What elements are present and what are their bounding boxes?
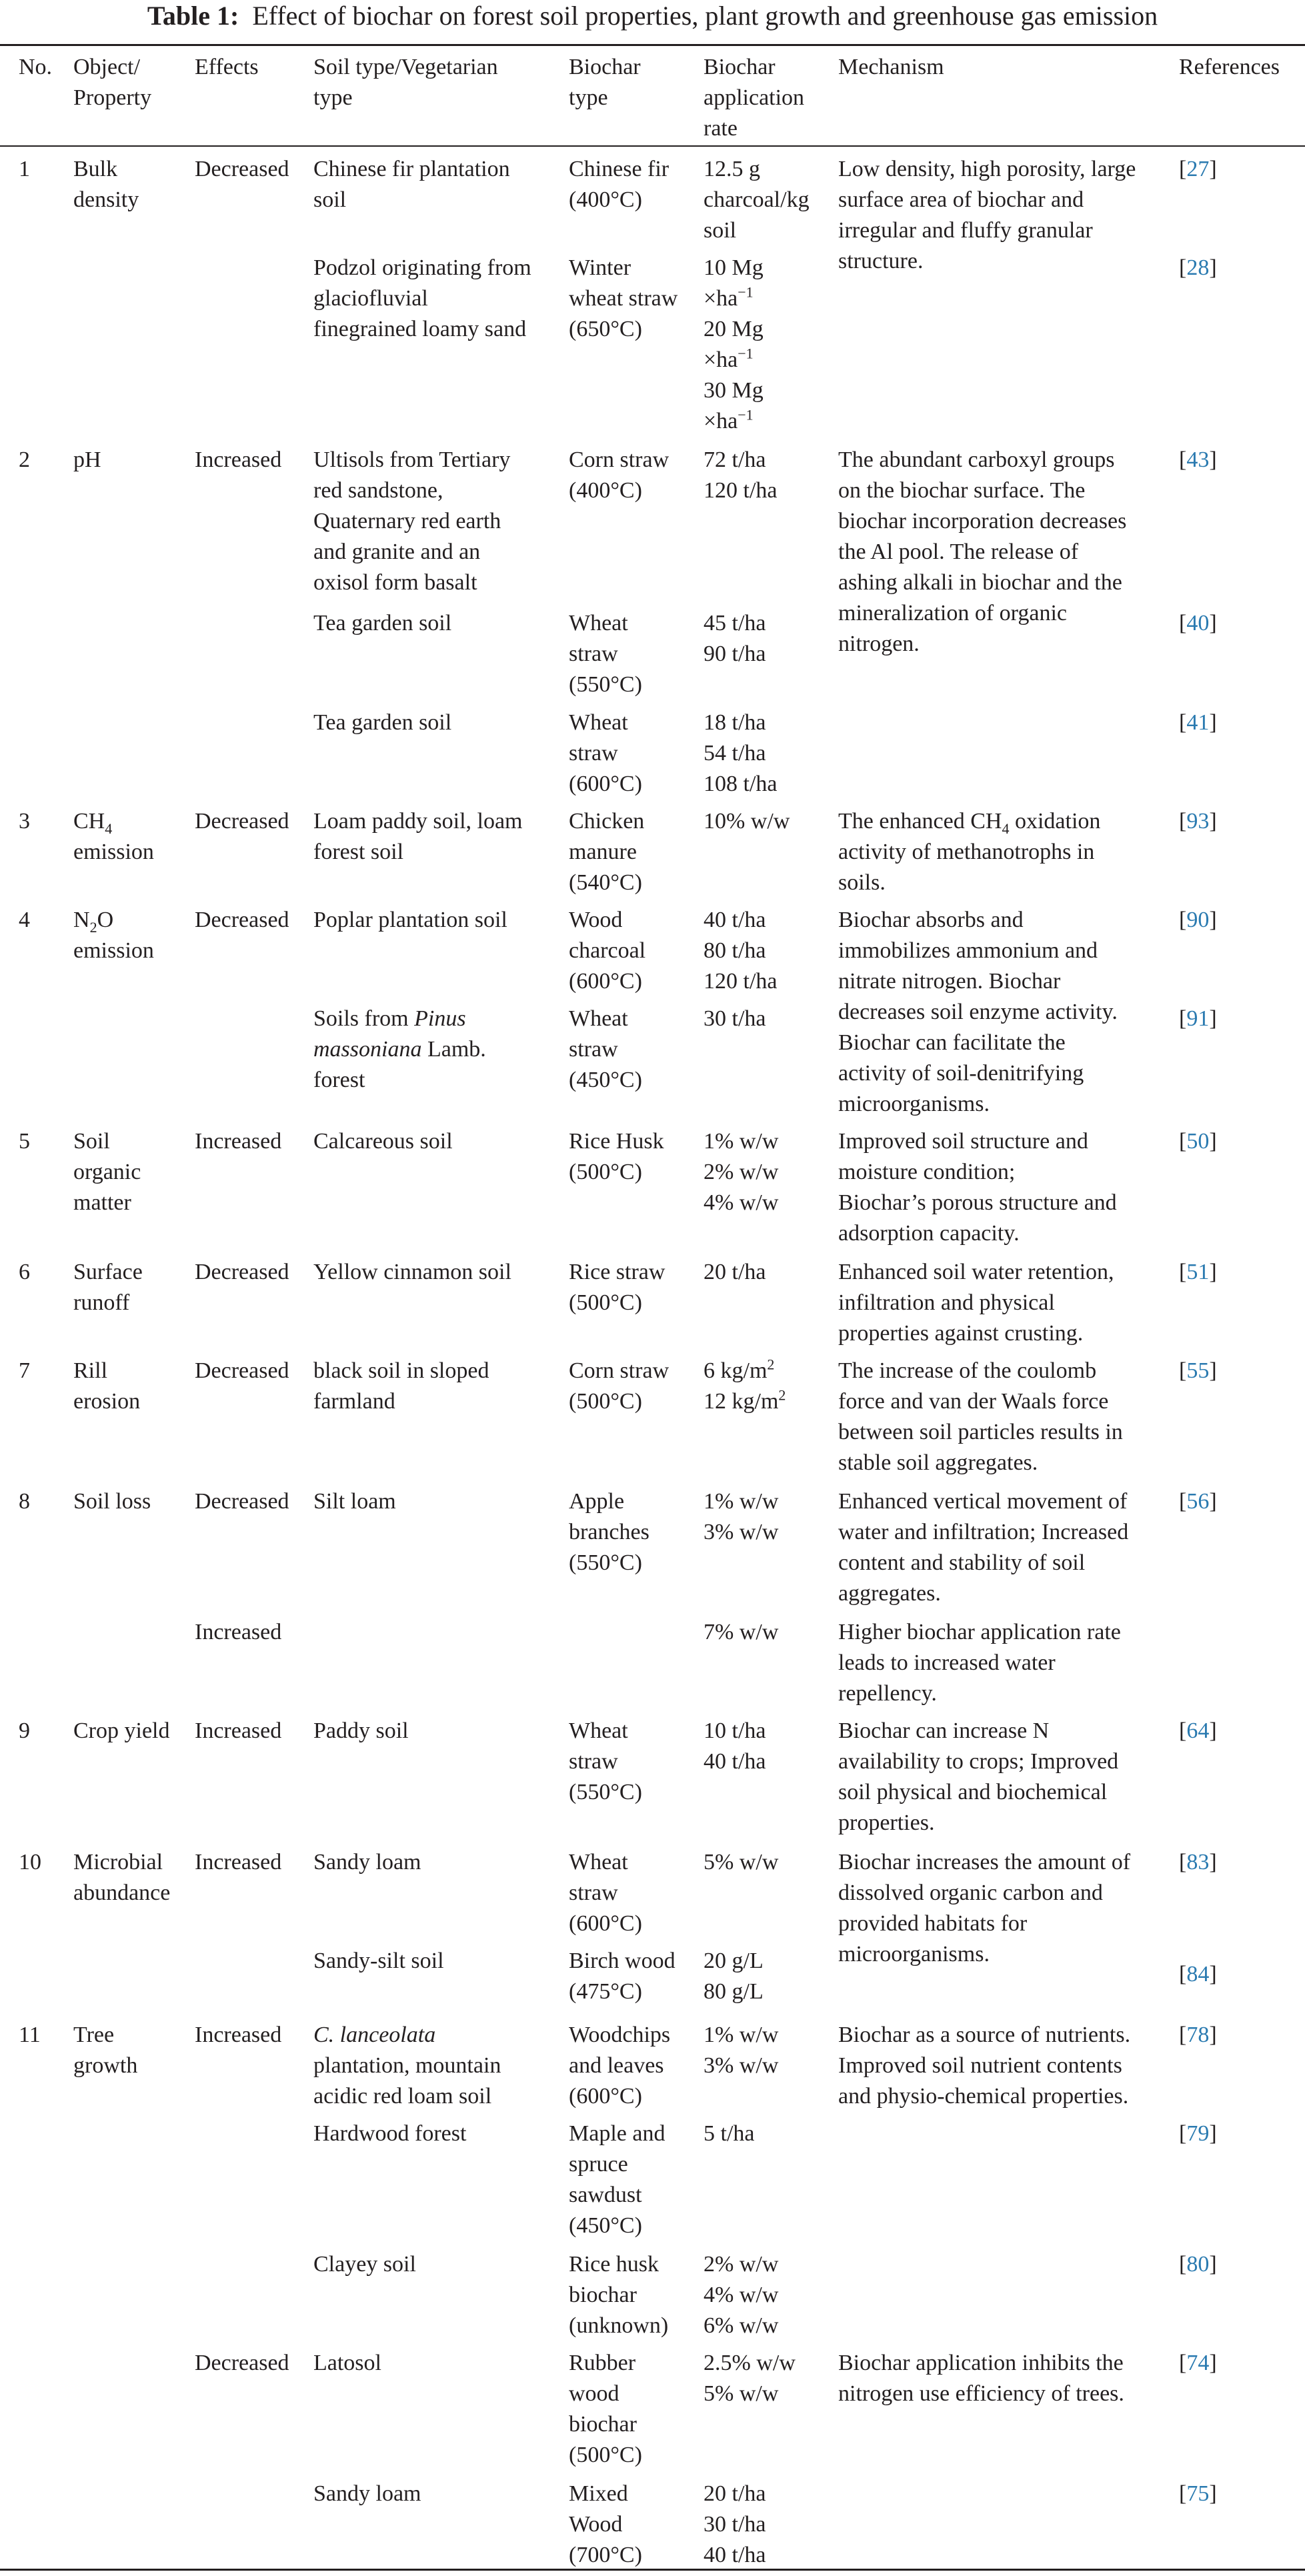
biochar-cell: Chinese fir (400°C)	[569, 157, 670, 212]
reference-link[interactable]: [55]	[1179, 1358, 1217, 1383]
effect-cell: Decreased	[195, 809, 289, 834]
reference-link[interactable]: [41]	[1179, 710, 1217, 735]
soil-cell: C. lanceolata plantation, mountain acidic red loam soil	[313, 2023, 501, 2109]
mechanism-cell: Biochar can increase N availability to crops; Improved soil physical and biochemical properties.	[838, 1718, 1119, 1835]
soil-cell: Sandy loam	[313, 1850, 421, 1874]
bottom-rule	[0, 2569, 1305, 2571]
soil-cell: Clayey soil	[313, 2252, 416, 2277]
rate-cell: 20 g/L 80 g/L	[704, 1949, 764, 2004]
mechanism-cell: Biochar application inhibits the nitrogen use efficiency of trees.	[838, 2351, 1124, 2406]
effect-cell: Decreased	[195, 157, 289, 181]
property-cell: Soil organic matter	[73, 1129, 141, 1215]
effect-cell: Increased	[195, 447, 282, 472]
soil-cell: Poplar plantation soil	[313, 908, 507, 932]
header-references: References	[1179, 55, 1280, 79]
top-rule	[0, 44, 1305, 46]
row-number: 9	[19, 1718, 30, 1743]
header-property: Object/ Property	[73, 55, 152, 110]
property-cell: Crop yield	[73, 1718, 170, 1743]
header-effects: Effects	[195, 55, 259, 79]
reference-link[interactable]: [78]	[1179, 2023, 1217, 2047]
rate-cell: 10 Mg $\times ha^{-1}$ 20 Mg $\times ha^{-1}$ 30 Mg $\times ha^{-1}$	[704, 255, 764, 433]
biochar-cell: Mixed Wood (700°C)	[569, 2481, 642, 2567]
biochar-cell: Corn straw (400°C)	[569, 447, 670, 503]
rate-cell: 20 t/ha 30 t/ha 40 t/ha	[704, 2481, 766, 2567]
rate-cell: 1% w/w 3% w/w	[704, 2023, 779, 2078]
soil-cell: Paddy soil	[313, 1718, 409, 1743]
effect-cell: Increased	[195, 1620, 282, 1644]
rate-cell: 18 t/ha 54 t/ha 108 t/ha	[704, 710, 778, 796]
rate-cell: 45 t/ha 90 t/ha	[704, 611, 766, 666]
mechanism-cell: Biochar increases the amount of dissolved organic carbon and provided habitats for microorganisms.	[838, 1850, 1131, 1967]
rate-cell: 7% w/w	[704, 1620, 779, 1644]
biochar-cell: Corn straw (500°C)	[569, 1358, 670, 1414]
rate-cell: 12.5 g charcoal/kg soil	[704, 157, 810, 243]
mechanism-cell: Improved soil structure and moisture condition; Biochar’s porous structure and adsorption capacity.	[838, 1129, 1117, 1246]
reference-link[interactable]: [79]	[1179, 2121, 1217, 2146]
reference-link[interactable]: [56]	[1179, 1489, 1217, 1514]
row-number: 4	[19, 908, 30, 932]
biochar-cell: Rubber wood biochar (500°C)	[569, 2351, 642, 2467]
biochar-cell: Wheat straw (600°C)	[569, 710, 642, 796]
soil-cell: Tea garden soil	[313, 611, 452, 635]
mechanism-cell: The increase of the coulomb force and van der Waals force between soil particles results in stable soil aggregates.	[838, 1358, 1123, 1475]
biochar-cell: Wheat straw (550°C)	[569, 611, 642, 697]
effect-cell: Decreased	[195, 1358, 289, 1383]
property-cell: $CH_4$ emission	[73, 809, 154, 864]
property-cell: Soil loss	[73, 1489, 151, 1514]
biochar-cell: Chicken manure (540°C)	[569, 809, 645, 895]
row-number: 3	[19, 809, 30, 834]
header-rate: Biochar application rate	[704, 55, 805, 141]
reference-link[interactable]: [91]	[1179, 1006, 1217, 1031]
effect-cell: Decreased	[195, 2351, 289, 2375]
rate-cell: 5% w/w	[704, 1850, 779, 1874]
rate-cell: 1% w/w 3% w/w	[704, 1489, 779, 1544]
effect-cell: Increased	[195, 2023, 282, 2047]
reference-link[interactable]: [93]	[1179, 809, 1217, 834]
biochar-cell: Wheat straw (450°C)	[569, 1006, 642, 1092]
caption-title: Effect of biochar on forest soil properties, plant growth and greenhouse gas emission	[252, 1, 1158, 31]
soil-cell: Hardwood forest	[313, 2121, 467, 2146]
mechanism-cell: Low density, high porosity, large surface area of biochar and irregular and fluffy granular structure.	[838, 157, 1136, 273]
reference-link[interactable]: [80]	[1179, 2252, 1217, 2277]
effect-cell: Increased	[195, 1850, 282, 1874]
row-number: 11	[19, 2023, 41, 2047]
biochar-cell: Woodchips and leaves (600°C)	[569, 2023, 671, 2109]
rate-cell: 6 $kg/m^2$ 12 $kg/m^2$	[704, 1356, 786, 1414]
property-cell: Tree growth	[73, 2023, 138, 2078]
rate-cell: 5 t/ha	[704, 2121, 755, 2146]
rate-cell: 2% w/w 4% w/w 6% w/w	[704, 2252, 779, 2338]
property-cell: Surface runoff	[73, 1260, 143, 1315]
mechanism-cell: The abundant carboxyl groups on the biochar surface. The biochar incorporation decreases the Al pool. The release of ashing alkali in biochar and the mineralization of organic nitrogen.	[838, 447, 1127, 656]
soil-cell: Sandy-silt soil	[313, 1949, 444, 1973]
soil-cell: Chinese fir plantation soil	[313, 157, 510, 212]
row-number: 8	[19, 1489, 30, 1514]
biochar-cell: Wheat straw (550°C)	[569, 1718, 642, 1804]
biochar-cell: Rice husk biochar (unknown)	[569, 2252, 669, 2338]
property-cell: Bulk density	[73, 157, 139, 212]
effect-cell: Increased	[195, 1129, 282, 1154]
reference-link[interactable]: [83]	[1179, 1850, 1217, 1874]
rate-cell: 20 t/ha	[704, 1260, 766, 1284]
row-number: 10	[19, 1850, 41, 1874]
rate-cell: 2.5% w/w 5% w/w	[704, 2351, 796, 2406]
row-number: 5	[19, 1129, 30, 1154]
rate-cell: 40 t/ha 80 t/ha 120 t/ha	[704, 908, 778, 994]
property-cell: Microbial abundance	[73, 1850, 171, 1905]
reference-link[interactable]: [27]	[1179, 157, 1217, 181]
property-cell: $N_2O$ emission	[73, 908, 154, 963]
soil-cell: Soils from Pinus massoniana Lamb. forest	[313, 1006, 486, 1092]
reference-link[interactable]: [50]	[1179, 1129, 1217, 1154]
header-mechanism: Mechanism	[838, 55, 944, 79]
rate-cell: 30 t/ha	[704, 1006, 766, 1031]
soil-cell: Latosol	[313, 2351, 381, 2375]
soil-cell: Podzol originating from glaciofluvial finegrained loamy sand	[313, 255, 531, 341]
effect-cell: Increased	[195, 1718, 282, 1743]
row-number: 2	[19, 447, 30, 472]
property-cell: Rill erosion	[73, 1358, 141, 1414]
mechanism-cell: Biochar absorbs and immobilizes ammonium and nitrate nitrogen. Biochar decreases soil enzyme activity. Biochar can facilitate the activity of soil-denitrifying microorganisms.	[838, 908, 1118, 1116]
biochar-cell: Maple and spruce sawdust (450°C)	[569, 2121, 666, 2238]
mechanism-cell: Biochar as a source of nutrients. Improved soil nutrient contents and physio-chemical properties.	[838, 2023, 1131, 2109]
reference-link[interactable]: [51]	[1179, 1260, 1217, 1284]
soil-cell: Yellow cinnamon soil	[313, 1260, 511, 1284]
soil-cell: Loam paddy soil, loam forest soil	[313, 809, 523, 864]
biochar-cell: Apple branches (550°C)	[569, 1489, 649, 1575]
soil-cell: black soil in sloped farmland	[313, 1358, 489, 1414]
reference-link[interactable]: [74]	[1179, 2351, 1217, 2375]
row-number: 7	[19, 1358, 30, 1383]
biochar-cell: Wheat straw (600°C)	[569, 1850, 642, 1936]
row-number: 1	[19, 157, 30, 181]
header-rule	[0, 145, 1305, 147]
rate-cell: 10 t/ha 40 t/ha	[704, 1718, 766, 1774]
rate-cell: 10% w/w	[704, 809, 790, 834]
mechanism-cell: Higher biochar application rate leads to increased water repellency.	[838, 1620, 1121, 1706]
soil-cell: Calcareous soil	[313, 1129, 453, 1154]
table-caption	[0, 0, 1305, 32]
biochar-cell: Rice straw (500°C)	[569, 1260, 666, 1315]
mechanism-cell: Enhanced soil water retention, infiltration and physical properties against crusting.	[838, 1260, 1114, 1346]
reference-link[interactable]: [28]	[1179, 255, 1217, 280]
biochar-cell: Wood charcoal (600°C)	[569, 908, 646, 994]
header-soil-type: Soil type/Vegetarian type	[313, 55, 498, 110]
mechanism-cell: Enhanced vertical movement of water and infiltration; Increased content and stability of soil aggregates.	[838, 1489, 1129, 1606]
reference-link[interactable]: [43]	[1179, 447, 1217, 472]
reference-link[interactable]: [40]	[1179, 611, 1217, 635]
caption-label: Table 1:	[147, 1, 239, 31]
rate-cell: 1% w/w 2% w/w 4% w/w	[704, 1129, 779, 1215]
reference-link[interactable]: [90]	[1179, 908, 1217, 932]
biochar-cell: Rice Husk (500°C)	[569, 1129, 664, 1184]
biochar-cell: Birch wood (475°C)	[569, 1949, 676, 2004]
effect-cell: Decreased	[195, 908, 289, 932]
biochar-cell: Winter wheat straw (650°C)	[569, 255, 678, 341]
effect-cell: Decreased	[195, 1489, 289, 1514]
soil-cell: Sandy loam	[313, 2481, 421, 2506]
row-number: 6	[19, 1260, 30, 1284]
rate-cell: 72 t/ha 120 t/ha	[704, 447, 778, 503]
property-cell: pH	[73, 447, 101, 472]
soil-cell: Silt loam	[313, 1489, 396, 1514]
reference-link[interactable]: [64]	[1179, 1718, 1217, 1743]
mechanism-cell: The enhanced $CH_4$ oxidation activity of methanotrophs in soils.	[838, 809, 1101, 895]
header-no: No.	[19, 55, 53, 79]
header-biochar-type: Biochar type	[569, 55, 641, 110]
soil-cell: Ultisols from Tertiary red sandstone, Quaternary red earth and granite and an oxisol form basalt	[313, 447, 511, 595]
reference-link[interactable]: [84]	[1179, 1962, 1217, 1987]
reference-link[interactable]: [75]	[1179, 2481, 1217, 2506]
soil-cell: Tea garden soil	[313, 710, 452, 735]
effect-cell: Decreased	[195, 1260, 289, 1284]
